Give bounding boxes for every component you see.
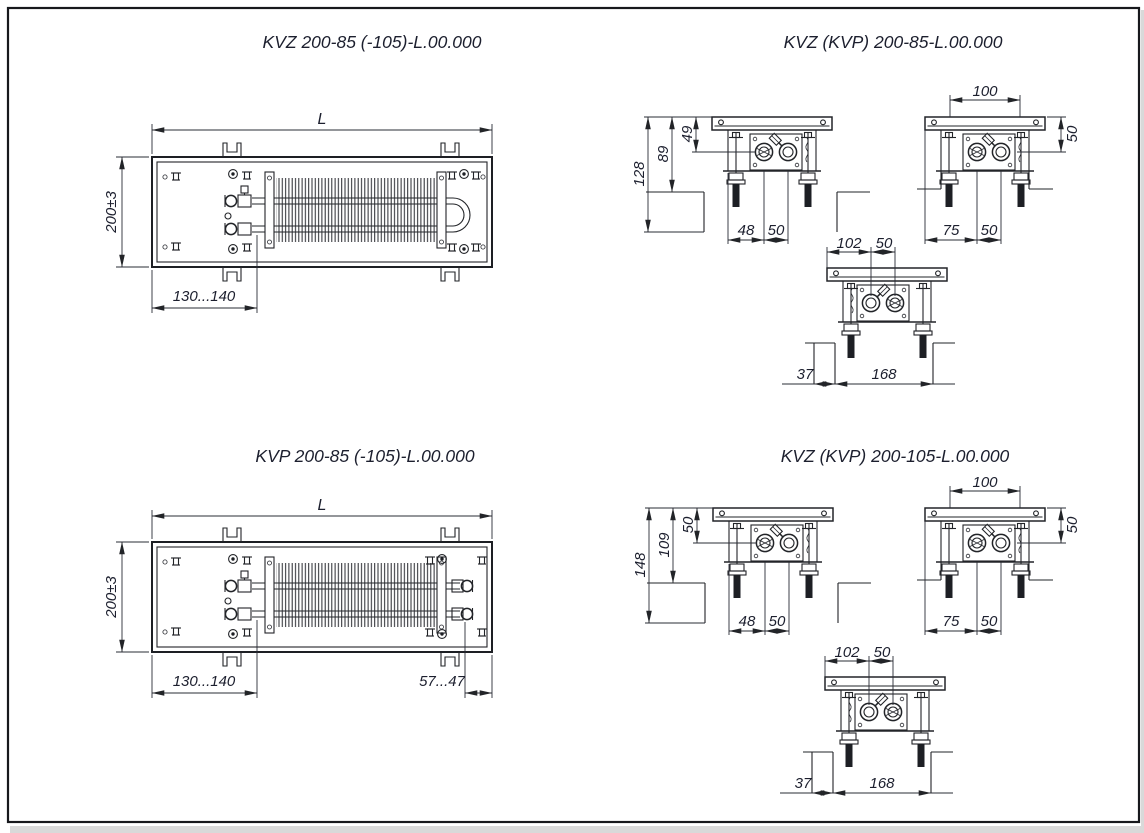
dim-105-depth-pipe: 50 (680, 516, 697, 534)
title-cs-105: KVZ (KVP) 200-105-L.00.000 (780, 446, 1010, 466)
dim-105-pipe1-offset: 48 (738, 613, 756, 630)
title-plan-kvz: KVZ 200-85 (-105)-L.00.000 (262, 32, 482, 52)
dim-85-grille-width: 100 (972, 83, 998, 100)
dim-105-trench-width: 168 (869, 775, 895, 792)
dim-85-pipe-gap: 50 (767, 222, 785, 239)
dim-inlet-offset-kvp: 130...140 (172, 673, 236, 690)
dim-105-grille-width: 100 (972, 474, 998, 491)
dim-outlet-offset-kvp: 57...47 (419, 673, 465, 690)
dim-85-depth-pipe: 49 (679, 125, 696, 143)
dim-85-trench-lip: 37 (796, 366, 814, 383)
dim-105-pipe-gap-mid: 50 (873, 644, 891, 661)
dim-85-pipe1-offset-right: 75 (942, 222, 960, 239)
dim-85-depth-floor: 89 (655, 145, 672, 163)
dim-85-pipe-gap-mid: 50 (875, 235, 893, 252)
title-cs-85: KVZ (KVP) 200-85-L.00.000 (783, 32, 1003, 52)
dim-105-pipe-depth-right: 50 (1064, 516, 1081, 534)
dim-105-trench-lip: 37 (794, 775, 812, 792)
dim-85-pipe-gap-right: 50 (980, 222, 998, 239)
dim-85-trench-width: 168 (871, 366, 897, 383)
dim-85-pipe-depth-right: 50 (1064, 125, 1081, 143)
dim-inlet-offset-kvz: 130...140 (172, 288, 236, 305)
dim-105-edge-to-pipe: 102 (834, 644, 860, 661)
dim-width-kvz: 200±3 (103, 191, 120, 233)
dim-length-kvp: L (317, 497, 327, 514)
dim-width-kvp: 200±3 (103, 576, 120, 618)
dim-length-kvz: L (317, 111, 327, 128)
dim-105-pipe-gap-right: 50 (980, 613, 998, 630)
dim-85-edge-to-pipe: 102 (836, 235, 862, 252)
dim-85-depth-total: 128 (631, 161, 648, 187)
dim-105-depth-total: 148 (632, 552, 649, 578)
dim-105-pipe1-offset-right: 75 (942, 613, 960, 630)
dim-105-pipe-gap: 50 (768, 613, 786, 630)
sheet-edge-bottom (10, 826, 1144, 833)
dim-105-depth-floor: 109 (656, 532, 673, 558)
title-plan-kvp: KVP 200-85 (-105)-L.00.000 (255, 446, 475, 466)
dim-85-pipe1-offset: 48 (737, 222, 755, 239)
